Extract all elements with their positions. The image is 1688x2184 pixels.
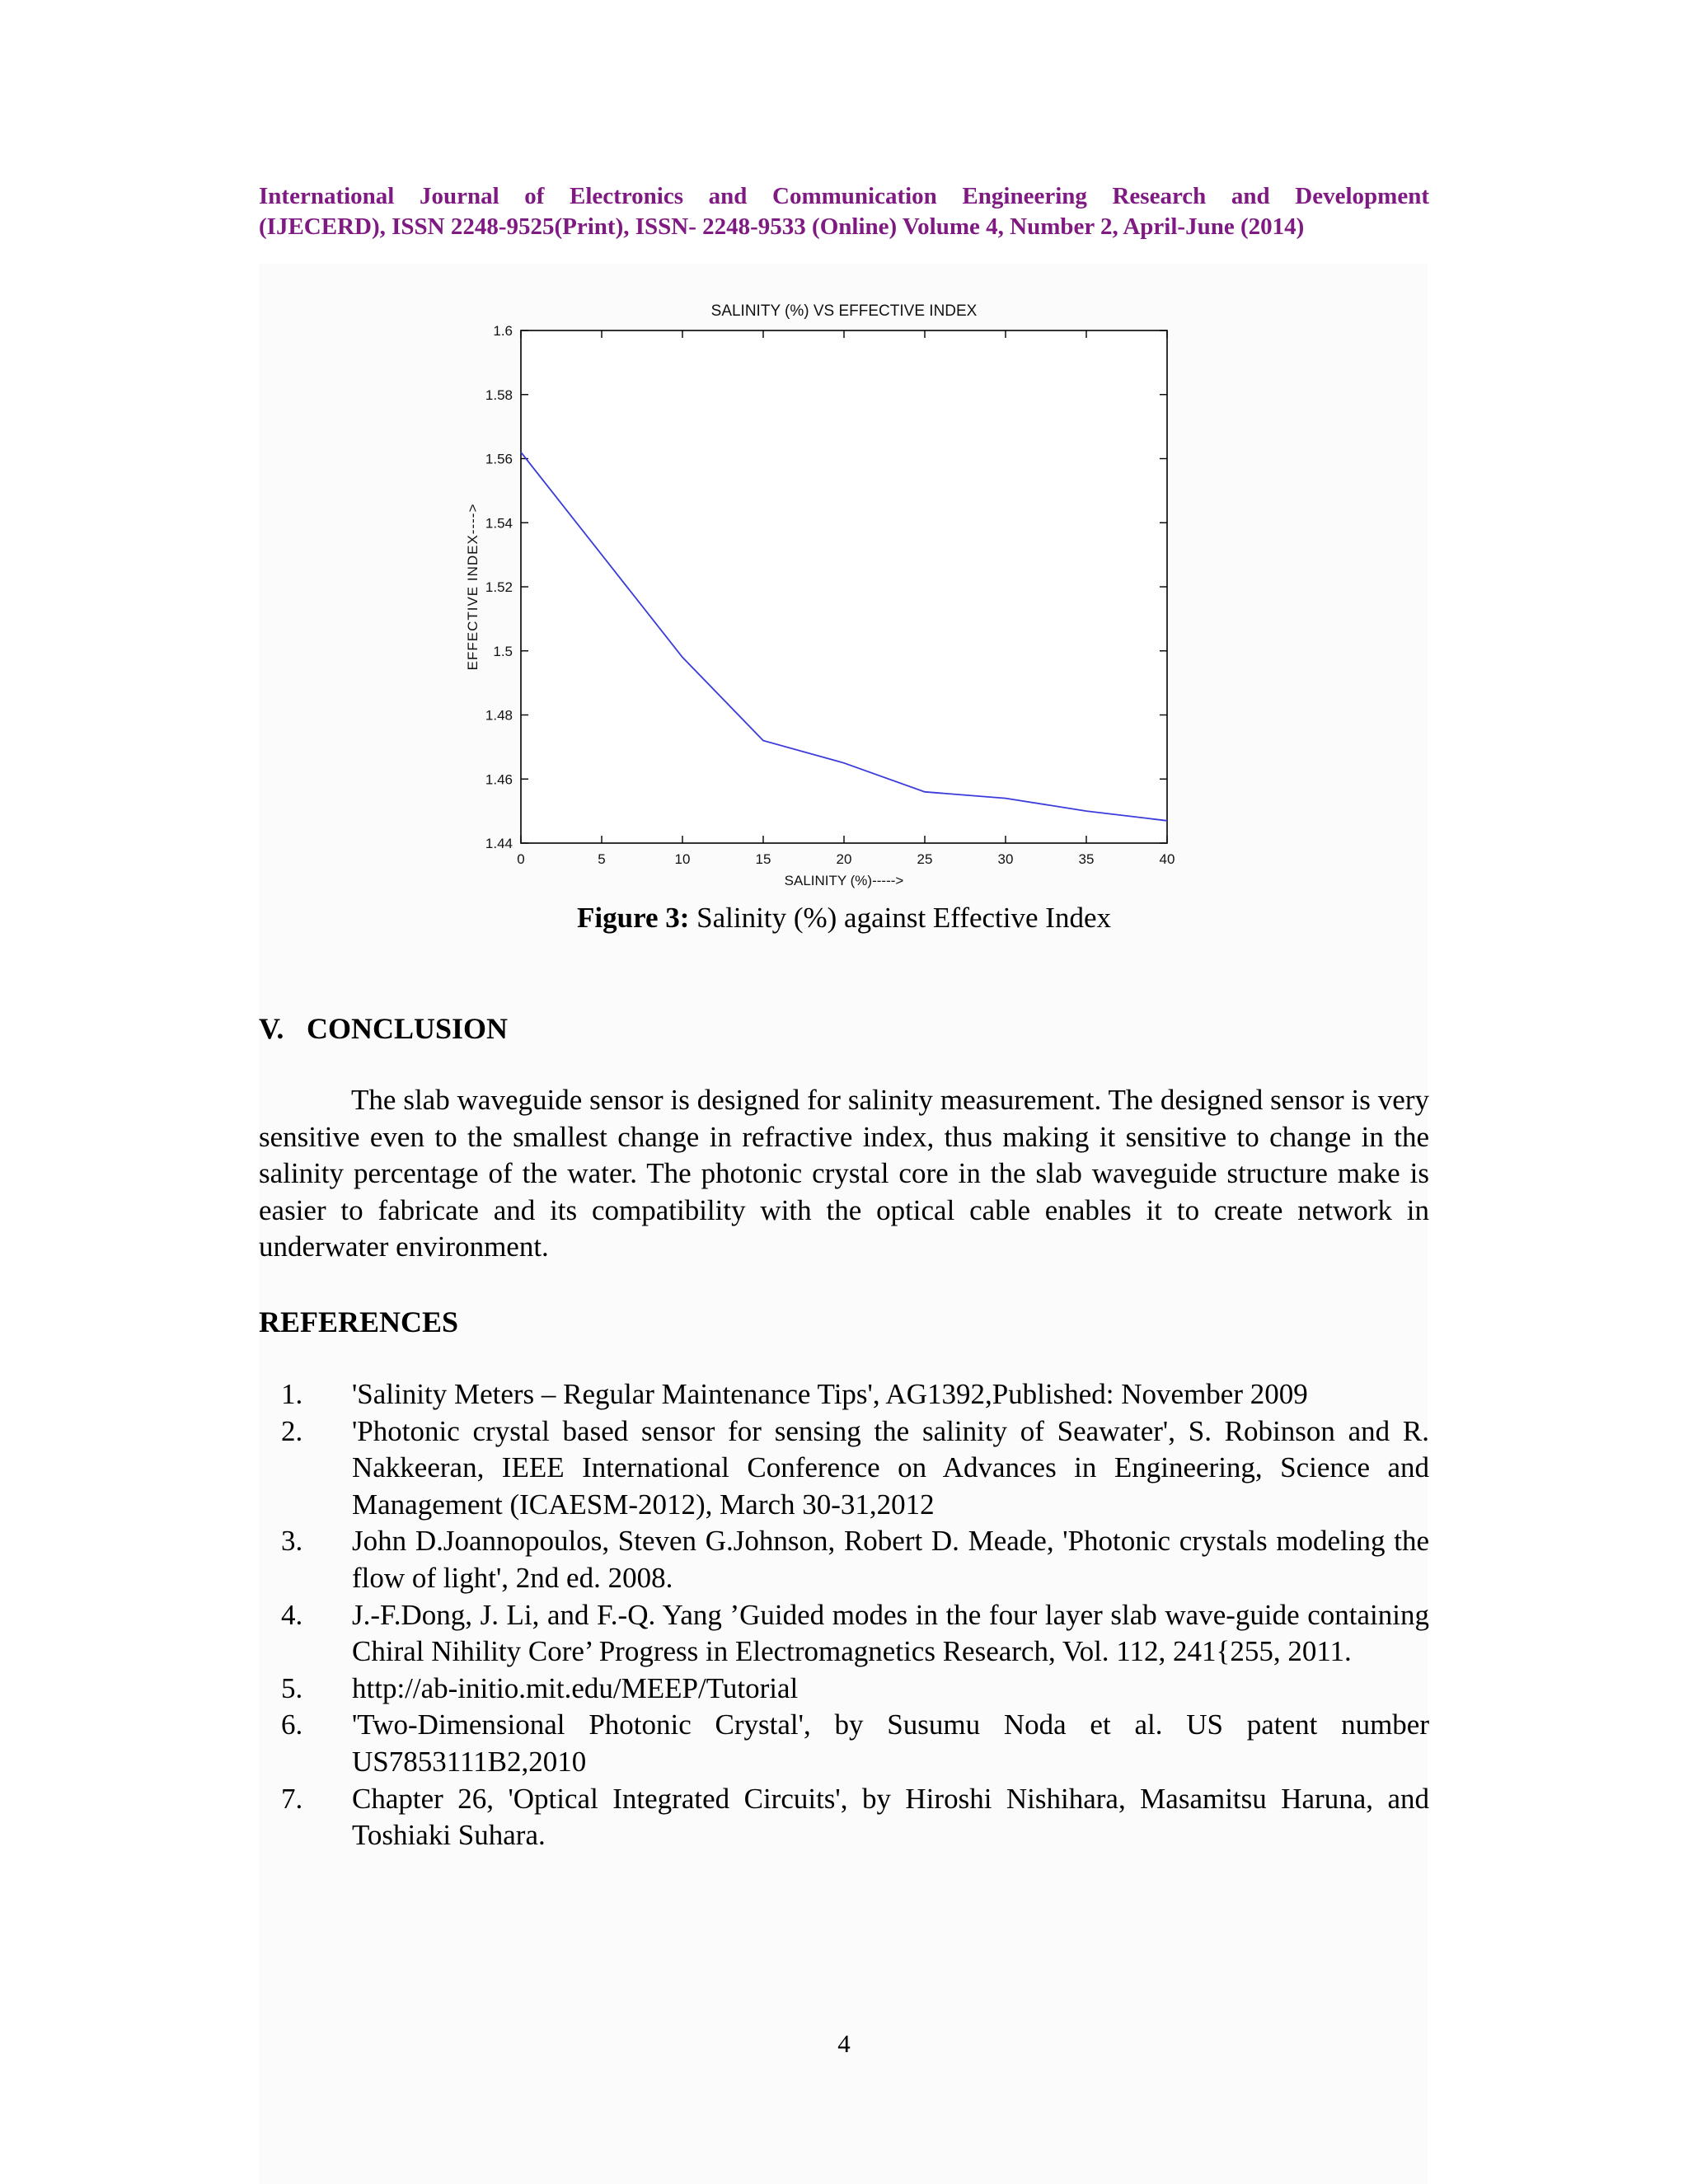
reference-number: 2. [281, 1414, 303, 1447]
y-tick-label: 1.46 [485, 771, 513, 788]
y-tick-label: 1.5 [493, 643, 513, 659]
x-tick-label: 35 [1078, 851, 1095, 867]
reference-number: 5. [281, 1671, 303, 1704]
reference-number: 3. [281, 1525, 303, 1558]
page-number: 4 [837, 2029, 851, 2058]
x-tick-label: 15 [755, 851, 771, 867]
reference-text: http://ab-initio.mit.edu/MEEP/Tutorial [352, 1671, 799, 1704]
reference-text: Chapter 26, 'Optical Integrated Circuits', by Hiroshi Nishihara, Masamitsu Haruna, and Toshiaki Suhara. [352, 1782, 1429, 1852]
y-tick-label: 1.54 [485, 515, 513, 532]
x-tick-label: 5 [598, 851, 606, 867]
y-axis-label: EFFECTIVE INDEX----> [465, 503, 481, 671]
reference-text: 'Salinity Meters – Regular Maintenance Tips', AG1392,Published: November 2009 [352, 1378, 1308, 1410]
reference-item [259, 1707, 1429, 1780]
reference-item [259, 1597, 1429, 1671]
journal-header-line-2: (IJECERD), ISSN 2248-9525(Print), ISSN- 2248-9533 (Online) Volume 4, Number 2, April-June (2014) [259, 213, 1305, 240]
x-tick-label: 25 [917, 851, 933, 867]
figure-caption-text: Salinity (%) against Effective Index [689, 902, 1111, 934]
y-tick-label: 1.56 [485, 451, 513, 467]
journal-header-line-1: International Journal of Electronics and Communication Engineering Research and Development [259, 183, 1429, 209]
plot-area-frame [521, 330, 1167, 843]
reference-number: 1. [281, 1378, 303, 1410]
section-number: V. [259, 1012, 284, 1045]
x-tick-label: 20 [836, 851, 852, 867]
x-tick-label: 0 [517, 851, 525, 867]
chart-title: SALINITY (%) VS EFFECTIVE INDEX [710, 302, 978, 320]
journal-header [259, 181, 1429, 242]
reference-text: J.-F.Dong, J. Li, and F.-Q. Yang ’Guided modes in the four layer slab wave-guide containing Chiral Nihility Core’ Progress in Electromagnetics Research, Vol. 112, 241{255, 2011. [352, 1598, 1429, 1668]
reference-item [259, 1413, 1429, 1524]
reference-item [259, 1523, 1429, 1596]
y-tick-label: 1.48 [485, 707, 513, 724]
reference-number: 7. [281, 1782, 303, 1815]
conclusion-paragraph: The slab waveguide sensor is designed for salinity measurement. The designed sensor is very sensitive even to the smallest change in refractive index, thus making it sensitive to change in the salinity percentage of the water. The photonic crystal core in the slab waveguide structure make is easier to fabricate and its compatibility with the optical cable enables it to create network in underwater environment. [259, 1084, 1429, 1263]
x-axis-label: SALINITY (%)-----> [784, 873, 904, 888]
x-tick-label: 40 [1159, 851, 1175, 867]
x-tick-label: 10 [674, 851, 691, 867]
reference-number: 4. [281, 1598, 303, 1631]
y-tick-label: 1.52 [485, 579, 513, 595]
figure-label: Figure 3: [577, 902, 690, 934]
reference-text: 'Photonic crystal based sensor for sensing the salinity of Seawater', S. Robinson and R. Nakkeeran, IEEE International Conference on Advances in Engineering, Science and Management (ICAESM-2012), March 30-31,2012 [352, 1414, 1429, 1521]
section-heading [259, 1011, 508, 1046]
y-tick-label: 1.58 [485, 387, 513, 403]
reference-item [259, 1671, 1429, 1708]
references-heading: REFERENCES [259, 1305, 459, 1338]
reference-text: John D.Joannopoulos, Steven G.Johnson, Robert D. Meade, 'Photonic crystals modeling the flow of light', 2nd ed. 2008. [352, 1525, 1429, 1594]
y-tick-label: 1.6 [493, 323, 513, 339]
reference-item [259, 1781, 1429, 1854]
figure-caption [0, 902, 1688, 935]
reference-number: 6. [281, 1708, 303, 1741]
x-tick-label: 30 [997, 851, 1014, 867]
reference-text: 'Two-Dimensional Photonic Crystal', by Susumu Noda et al. US patent number US7853111B2,2010 [352, 1708, 1429, 1778]
reference-item [259, 1376, 1429, 1413]
section-title: CONCLUSION [307, 1012, 509, 1045]
salinity-effective-index-chart [445, 288, 1203, 898]
references-list [259, 1376, 1429, 1854]
y-tick-label: 1.44 [485, 836, 513, 851]
